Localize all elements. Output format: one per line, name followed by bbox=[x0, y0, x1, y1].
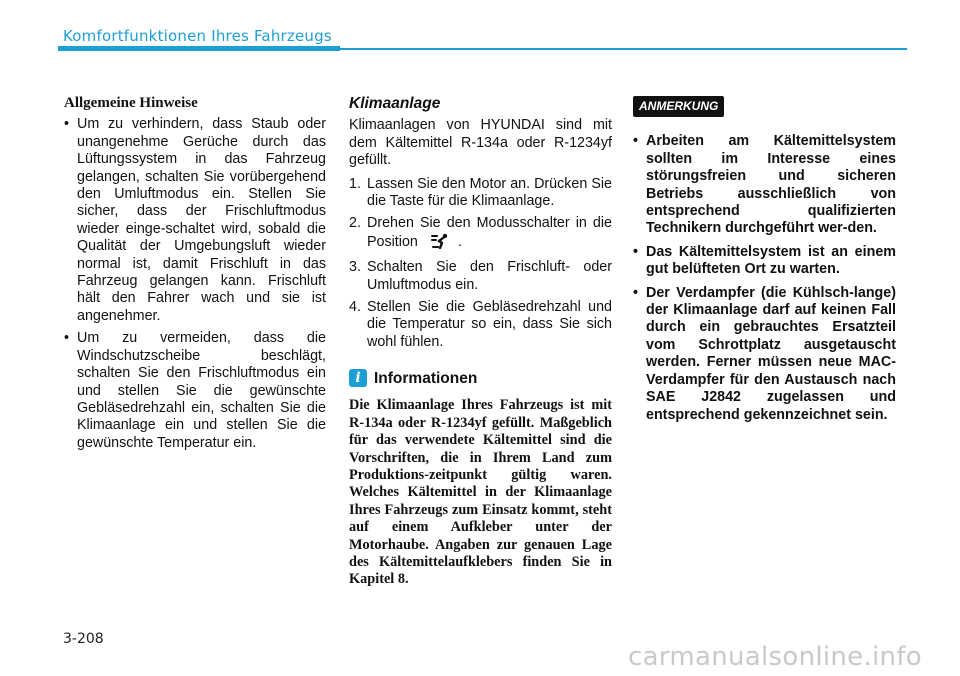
list-item: • Der Verdampfer (die Kühlsch-lange) der Klimaanlage darf auf keinen Fall durch ein gebrauchtes Ersatzteil vom Schrottplatz ausgetauscht werden. Ferner müssen neue MAC-Verdampfer für den Austausch nach SAE J2842 zugelassen und entsprechend gekennzeichnet sein. bbox=[633, 285, 896, 424]
general-notes-list bbox=[64, 116, 326, 452]
header-accent-bar bbox=[58, 46, 340, 51]
step-item bbox=[349, 299, 612, 351]
left-column bbox=[64, 95, 326, 457]
step-item bbox=[349, 259, 612, 294]
info-icon: i bbox=[349, 369, 367, 387]
step-number: 4. bbox=[349, 299, 361, 316]
step-text: Stellen Sie die Gebläsedrehzahl und die Temperatur so ein, dass Sie sich wohl fühlen. bbox=[367, 299, 612, 350]
note-list bbox=[633, 133, 896, 424]
step-item bbox=[349, 215, 612, 254]
step-number: 2. bbox=[349, 215, 361, 232]
list-item: • Um zu vermeiden, dass die Windschutzscheibe beschlägt, schalten Sie den Frischluftmodus ein und stellen Sie die gewünschte Gebläsedrehzahl ein, schalten Sie die Klimaanlage ein und stellen Sie die gewünschte Temperatur ein. bbox=[64, 330, 326, 452]
steps-list bbox=[349, 176, 612, 352]
list-item: • Arbeiten am Kältemittelsystem sollten im Interesse eines störungsfreien und sicheren Betriebs ausschließlich von entsprechend qualifizierten Technikern durchgeführt wer-den. bbox=[633, 133, 896, 237]
header-rule bbox=[340, 48, 907, 50]
step-number: 1. bbox=[349, 175, 361, 192]
info-body: Die Klimaanlage Ihres Fahrzeugs ist mit R-134a oder R-1234yf gefüllt. Maßgeblich für das verwendete Kältemittel sind die Vorschriften, die in Ihrem Land zum Produktions-zeitpunkt gültig waren. Welches Kältemittel in der Klimaanlage Ihres Fahrzeugs zum Einsatz kommt, steht auf einem Aufkleber unter der Motorhaube. Angaben zur genauen Lage des Kältemittelaufklebers finden Sie in Kapitel 8. bbox=[349, 397, 612, 588]
step-text: Schalten Sie den Frischluft- oder Umluftmodus ein. bbox=[367, 259, 612, 293]
general-notes-heading: Allgemeine Hinweise bbox=[64, 95, 198, 111]
page-number: 3-208 bbox=[63, 631, 104, 647]
step-text: Drehen Sie den Modusschalter in die Position bbox=[367, 215, 612, 250]
step-number: 3. bbox=[349, 259, 361, 276]
list-item: • Um zu verhindern, dass Staub oder unangenehme Gerüche durch das Lüftungssystem in das Fahrzeug gelangen, schalten Sie vorübergehend den Umluftmodus ein. Stellen Sie sicher, dass der Frischluftmodus wieder einge-schaltet wird, sobald die Qualität der Umgebungsluft wieder normal ist, damit Frischluft in das Fahrzeug gelangen kann. Frischluft hält den Fahrer wach und sie ist angenehmer. bbox=[64, 116, 326, 325]
step-text: Lassen Sie den Motor an. Drücken Sie die Taste für die Klimaanlage. bbox=[367, 175, 612, 210]
air-conditioning-heading: Klimaanlage bbox=[349, 95, 441, 112]
watermark: carmanualsonline.info bbox=[627, 642, 922, 672]
info-title: Informationen bbox=[374, 369, 478, 387]
list-item: • Das Kältemittelsystem ist an einem gut belüfteten Ort zu warten. bbox=[633, 244, 896, 279]
intro-paragraph: Klimaanlagen von HYUNDAI sind mit dem Kältemittel R-134a oder R-1234yf gefüllt. bbox=[349, 117, 612, 169]
right-column bbox=[633, 95, 896, 430]
section-title: Komfortfunktionen Ihres Fahrzeugs bbox=[63, 27, 332, 45]
info-header bbox=[349, 369, 612, 387]
step-item bbox=[349, 176, 612, 211]
floor-fan-mode-icon bbox=[430, 233, 450, 254]
step-text-end: . bbox=[457, 233, 462, 250]
middle-column bbox=[349, 95, 612, 589]
note-badge: ANMERKUNG bbox=[633, 96, 724, 117]
